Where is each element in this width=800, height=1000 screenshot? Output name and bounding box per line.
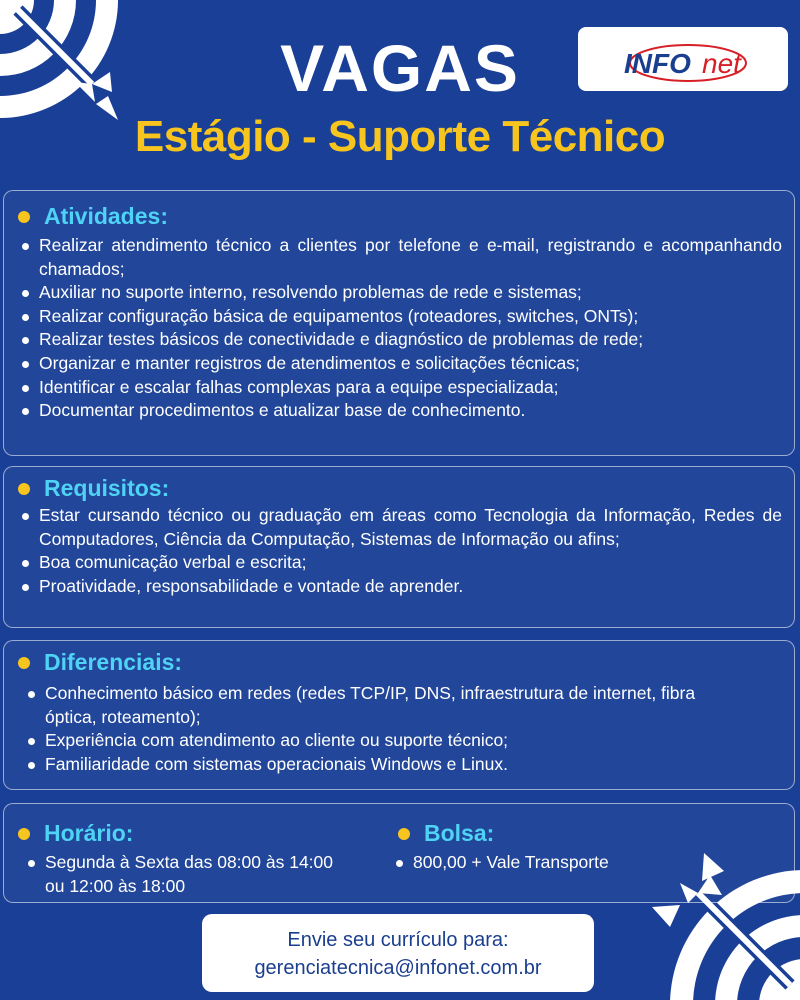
bullet-dot-icon [398,828,410,840]
list-item: Segunda à Sexta das 08:00 às 14:00 ou 12:00 às 18:00 [26,851,344,898]
section-horario-bolsa [3,803,795,903]
list-item: Estar cursando técnico ou graduação em áreas como Tecnologia da Informação, Redes de Computadores, Ciência da Computação, Sistemas de Informação ou afins; [20,504,782,551]
list-item: Realizar atendimento técnico a clientes por telefone e e-mail, registrando e acompanhando chamados; [20,234,782,281]
list-item: Conhecimento básico em redes (redes TCP/IP, DNS, infraestrutura de internet, fibra óptica, roteamento); [26,682,714,729]
list-item: Realizar testes básicos de conectividade e diagnóstico de problemas de rede; [20,328,782,352]
page-title: VAGAS [280,31,520,105]
cta-label: Envie seu currículo para: [287,929,509,951]
list-item: Experiência com atendimento ao cliente ou suporte técnico; [26,729,714,753]
logo-text-net: net [702,48,741,79]
bullet-dot-icon [18,483,30,495]
section-atividades [3,190,795,456]
bullet-dot-icon [18,828,30,840]
heading-text: Horário: [44,820,134,846]
heading-text: Requisitos: [44,475,170,501]
job-subtitle: Estágio - Suporte Técnico [134,112,666,161]
logo-graphic [578,27,788,91]
send-resume-box [202,914,594,992]
section-heading [18,649,794,676]
horario-column [4,820,384,898]
email-link[interactable]: gerenciatecnica@infonet.com.br [254,957,542,979]
heading-text: Diferenciais: [44,649,183,675]
list-item: 800,00 + Vale Transporte [394,851,672,875]
bullet-dot-icon [18,211,30,223]
list-item: Identificar e escalar falhas complexas para a equipe especializada; [20,376,782,400]
heading-text: Atividades: [44,203,168,229]
section-heading [398,820,684,847]
list-item: Organizar e manter registros de atendimentos e solicitações técnicas; [20,352,782,376]
bolsa-column [384,820,684,898]
list-item: Familiaridade com sistemas operacionais Windows e Linux. [26,753,714,777]
logo-text-info: INFO [624,48,691,79]
list-item: Proatividade, responsabilidade e vontade de aprender. [20,575,782,599]
bullet-dot-icon [18,657,30,669]
section-requisitos [3,466,795,628]
list-item: Documentar procedimentos e atualizar base de conhecimento. [20,399,782,423]
section-heading [18,203,794,230]
heading-text: Bolsa: [424,820,495,846]
section-diferenciais [3,640,795,790]
list-item: Boa comunicação verbal e escrita; [20,551,782,575]
section-heading [18,475,794,502]
section-heading [18,820,384,847]
list-item: Auxiliar no suporte interno, resolvendo problemas de rede e sistemas; [20,281,782,305]
list-item: Realizar configuração básica de equipamentos (roteadores, switches, ONTs); [20,305,782,329]
infonet-logo [578,27,788,91]
